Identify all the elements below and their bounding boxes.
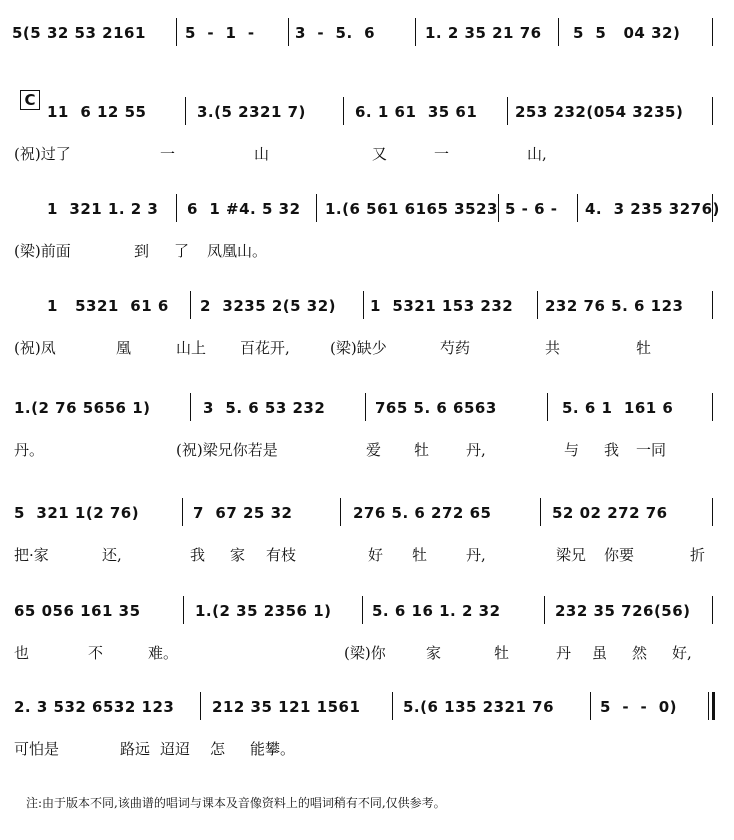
lyric-syllable: 我 — [604, 441, 620, 459]
lyric-syllable: 牡 — [636, 339, 652, 357]
measure-notes: 1.(6 561 6165 3523 — [325, 200, 498, 218]
measure-notes: 5 - 6 - — [505, 200, 558, 218]
barline — [590, 692, 591, 720]
lyric-syllable: 把·家 — [14, 546, 49, 564]
notation-line — [14, 504, 724, 534]
measure-notes: 65 056 161 35 — [14, 602, 141, 620]
barline — [547, 393, 548, 421]
measure-notes: 1 5321 153 232 — [370, 297, 514, 315]
score-system — [0, 200, 734, 274]
measure-notes: 1 5321 61 6 — [47, 297, 169, 315]
measure-notes: 5(5 32 53 2161 — [12, 24, 146, 42]
notation-line — [14, 103, 724, 133]
lyric-syllable: 家 — [426, 644, 442, 662]
lyrics-line — [14, 64, 724, 88]
measure-notes: 1.(2 35 2356 1) — [195, 602, 332, 620]
footnote: 注:由于版本不同,该曲谱的唱词与课本及音像资料上的唱词稍有不同,仅供参考。 — [26, 796, 446, 810]
barline — [712, 393, 713, 421]
measure-notes: 1.(2 76 5656 1) — [14, 399, 151, 417]
lyric-syllable: 丹, — [466, 441, 486, 459]
barline — [712, 18, 713, 46]
lyric-syllable: 迢迢 — [160, 740, 191, 758]
measure-notes: 2 3235 2(5 32) — [200, 297, 337, 315]
measure-notes: 5.(6 135 2321 76 — [403, 698, 555, 716]
measure-notes: 6 1 #4. 5 32 — [187, 200, 301, 218]
score-system — [0, 103, 734, 177]
lyric-syllable: 丹, — [466, 546, 486, 564]
lyric-syllable: 山上 — [176, 339, 207, 357]
lyric-syllable: 百花开, — [240, 339, 290, 357]
barline — [540, 498, 541, 526]
score-system — [0, 399, 734, 473]
barline — [712, 194, 713, 222]
barline — [392, 692, 393, 720]
lyric-syllable: 牡 — [412, 546, 428, 564]
barline — [176, 18, 177, 46]
lyric-syllable: (梁)你 — [344, 644, 386, 662]
barline — [712, 97, 713, 125]
lyric-syllable: 一 — [160, 145, 176, 163]
barline — [507, 97, 508, 125]
barline — [537, 291, 538, 319]
barline — [183, 596, 184, 624]
measure-notes: 276 5. 6 272 65 — [353, 504, 492, 522]
barline — [340, 498, 341, 526]
lyric-syllable: 不 — [88, 644, 104, 662]
lyric-syllable: (祝)凤 — [14, 339, 56, 357]
lyric-syllable: 还, — [102, 546, 122, 564]
section-marker: C — [20, 90, 40, 110]
measure-notes: 5 - 1 - — [185, 24, 255, 42]
lyric-syllable: 丹 — [556, 644, 572, 662]
lyric-syllable: 路远 — [120, 740, 151, 758]
barline — [200, 692, 201, 720]
barline — [558, 18, 559, 46]
barline — [712, 291, 713, 319]
score-system — [0, 24, 734, 98]
score-system — [0, 297, 734, 371]
lyric-syllable: 虽 — [592, 644, 608, 662]
barline — [415, 18, 416, 46]
measure-notes: 5. 6 16 1. 2 32 — [372, 602, 501, 620]
lyric-syllable: 然 — [632, 644, 648, 662]
notation-line — [14, 24, 724, 54]
notation-line — [14, 200, 724, 230]
barline — [577, 194, 578, 222]
score-system — [0, 602, 734, 676]
lyric-syllable: 牡 — [494, 644, 510, 662]
lyric-syllable: 又 — [372, 145, 388, 163]
lyrics-line — [14, 439, 724, 463]
measure-notes: 253 232(054 3235) — [515, 103, 684, 121]
lyric-syllable: 芍药 — [440, 339, 471, 357]
lyric-syllable: 可怕是 — [14, 740, 60, 758]
lyric-syllable: 怎 — [210, 740, 226, 758]
barline — [190, 393, 191, 421]
lyric-syllable: (祝)过了 — [14, 145, 71, 163]
barline — [712, 692, 715, 720]
barline — [343, 97, 344, 125]
measure-notes: 3 5. 6 53 232 — [203, 399, 326, 417]
measure-notes: 52 02 272 76 — [552, 504, 668, 522]
lyrics-line — [14, 143, 724, 167]
barline — [176, 194, 177, 222]
measure-notes: 2. 3 532 6532 123 — [14, 698, 175, 716]
notation-line — [14, 602, 724, 632]
lyrics-line — [14, 544, 724, 568]
barline — [712, 596, 713, 624]
measure-notes: 212 35 121 1561 — [212, 698, 361, 716]
barline — [288, 18, 289, 46]
lyric-syllable: 一 — [434, 145, 450, 163]
measure-notes: 1 321 1. 2 3 — [47, 200, 159, 218]
lyric-syllable: 一同 — [636, 441, 667, 459]
measure-notes: 7 67 25 32 — [193, 504, 293, 522]
measure-notes: 765 5. 6 6563 — [375, 399, 497, 417]
measure-notes: 3 - 5. 6 — [295, 24, 376, 42]
lyric-syllable: 山 — [254, 145, 270, 163]
barline — [498, 194, 499, 222]
measure-notes: 3.(5 2321 7) — [197, 103, 306, 121]
lyric-syllable: 丹。 — [14, 441, 45, 459]
lyric-syllable: 我 — [190, 546, 206, 564]
lyric-syllable: 与 — [564, 441, 580, 459]
lyrics-line — [14, 642, 724, 666]
lyric-syllable: (梁)前面 — [14, 242, 71, 260]
lyric-syllable: 共 — [545, 339, 561, 357]
barline — [182, 498, 183, 526]
lyrics-line — [14, 738, 724, 762]
barline — [712, 498, 713, 526]
lyric-syllable: 也 — [14, 644, 30, 662]
barline — [185, 97, 186, 125]
lyric-syllable: 凤凰山。 — [207, 242, 268, 260]
lyrics-line — [14, 240, 724, 264]
lyric-syllable: 凰 — [116, 339, 132, 357]
measure-notes: 232 35 726(56) — [555, 602, 691, 620]
barline — [362, 596, 363, 624]
barline — [708, 692, 709, 720]
lyric-syllable: 爱 — [366, 441, 382, 459]
lyric-syllable: (祝)梁兄你若是 — [176, 441, 278, 459]
lyric-syllable: 有枝 — [266, 546, 297, 564]
measure-notes: 5 321 1(2 76) — [14, 504, 140, 522]
notation-line — [14, 399, 724, 429]
measure-notes: 11 6 12 55 — [47, 103, 147, 121]
lyric-syllable: 梁兄 — [556, 546, 587, 564]
barline — [190, 291, 191, 319]
lyric-syllable: (梁)缺少 — [330, 339, 387, 357]
score-system — [0, 698, 734, 772]
lyric-syllable: 你要 — [604, 546, 635, 564]
lyric-syllable: 好 — [368, 546, 384, 564]
lyric-syllable: 好, — [672, 644, 692, 662]
measure-notes: 5 5 04 32) — [573, 24, 681, 42]
barline — [544, 596, 545, 624]
lyric-syllable: 山, — [527, 145, 547, 163]
measure-notes: 232 76 5. 6 123 — [545, 297, 684, 315]
measure-notes: 1. 2 35 21 76 — [425, 24, 542, 42]
lyric-syllable: 了 — [174, 242, 190, 260]
lyric-syllable: 能攀。 — [250, 740, 296, 758]
measure-notes: 5 - - 0) — [600, 698, 678, 716]
barline — [365, 393, 366, 421]
barline — [316, 194, 317, 222]
lyric-syllable: 到 — [134, 242, 150, 260]
lyrics-line — [14, 337, 724, 361]
lyric-syllable: 难。 — [148, 644, 179, 662]
measure-notes: 6. 1 61 35 61 — [355, 103, 478, 121]
measure-notes: 5. 6 1 161 6 — [562, 399, 674, 417]
lyric-syllable: 牡 — [414, 441, 430, 459]
score-system — [0, 504, 734, 578]
lyric-syllable: 家 — [230, 546, 246, 564]
measure-notes: 4. 3 235 3276) — [585, 200, 720, 218]
notation-line — [14, 297, 724, 327]
notation-line — [14, 698, 724, 728]
barline — [363, 291, 364, 319]
lyric-syllable: 折 — [690, 546, 706, 564]
